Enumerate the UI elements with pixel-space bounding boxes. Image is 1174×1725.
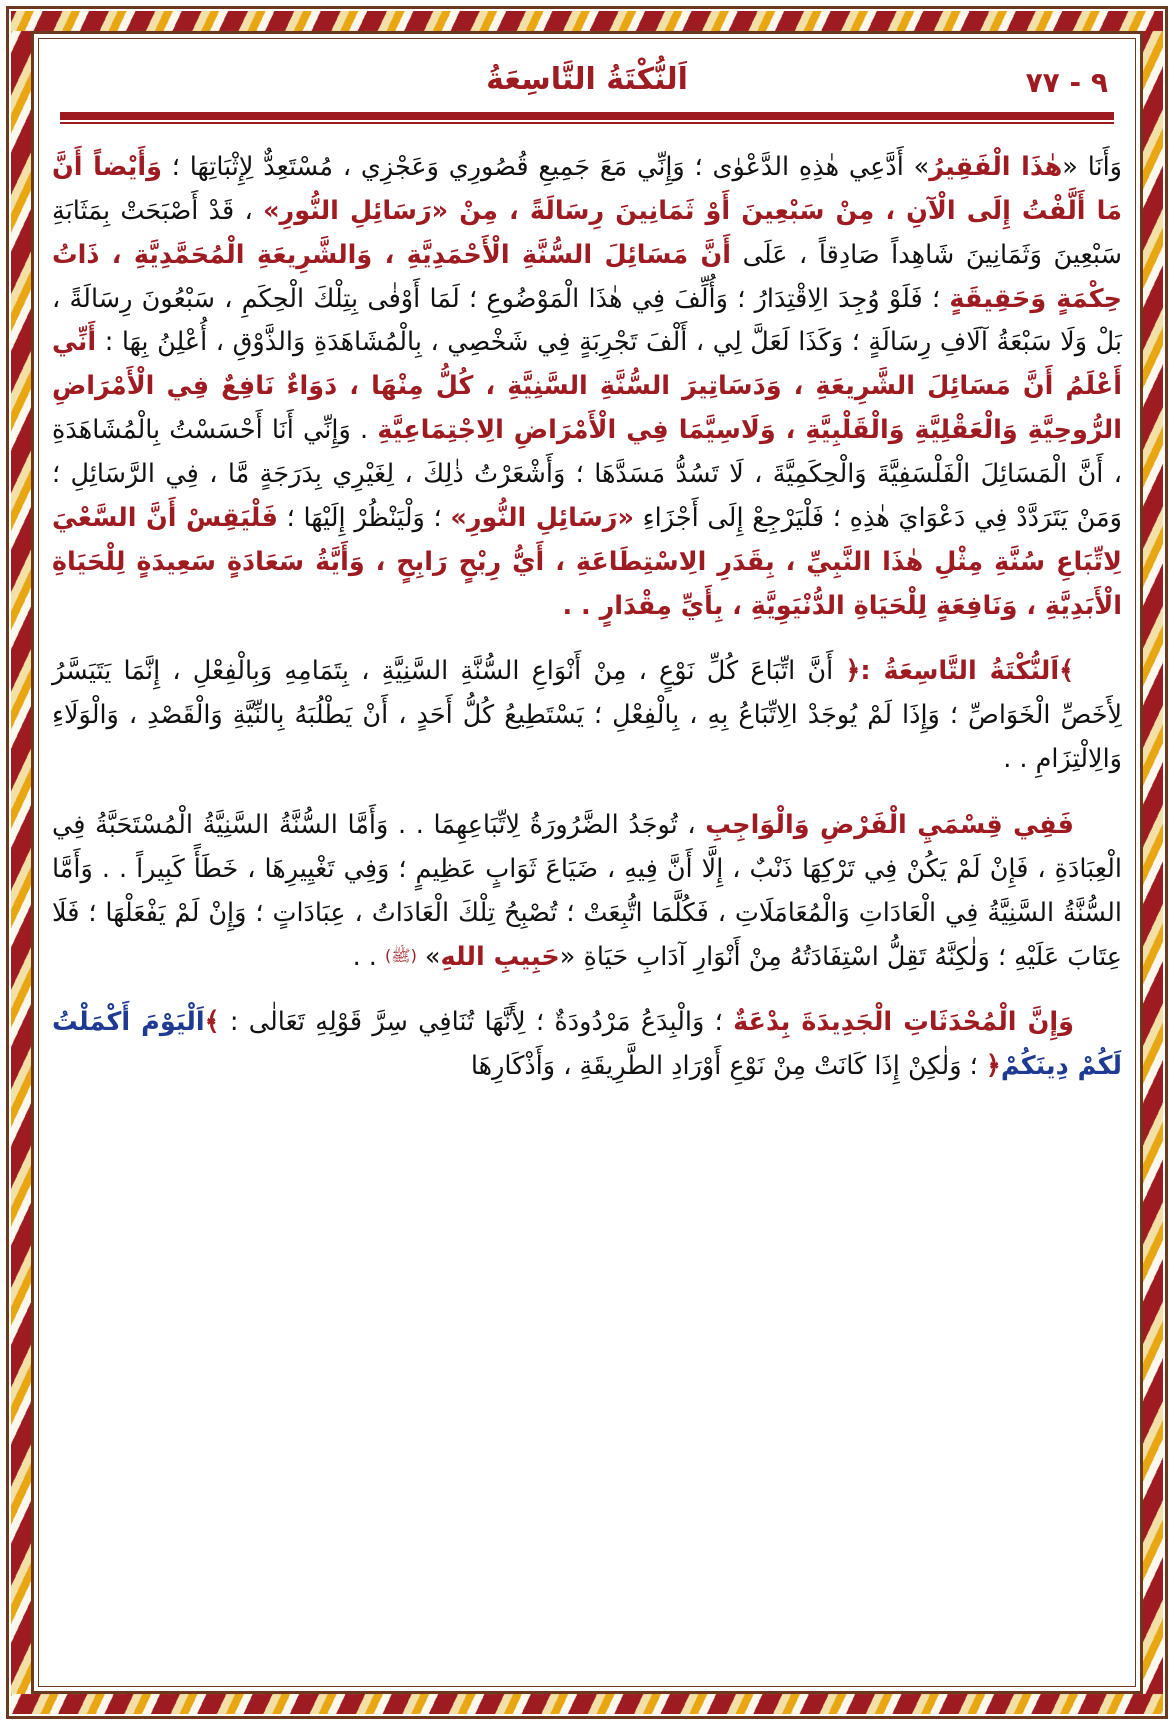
page-number: ٩ - ٧٧ [1025, 66, 1108, 99]
para-4-run-5: ؛ وَلٰكِنْ إِذَا كَانَتْ مِنْ نَوْعِ أَوْرَادِ الطَّرِيقَةِ ، وَأَذْكَارِهَا [470, 1051, 986, 1082]
para-1-run-10: ؛ وَلْيَنْظُرْ إِلَيْهَا ؛ [277, 502, 451, 533]
para-1-run-1: هٰذَا الْفَقِيرُ [929, 152, 1063, 182]
header-divider-rule [60, 112, 1114, 121]
para-4-run-1: ؛ وَالْبِدَعُ مَرْدُودَةٌ ؛ لِأَنَّهَا تُنَافِي سِرَّ قَوْلِهِ تَعَالٰى : [219, 1007, 734, 1038]
para-1 [52, 146, 1122, 628]
para-1-run-3: وَأَيْضاً أَنَّ مَا أَلَّفْتُ إِلَى الْآنِ ، مِنْ سَبْعِينَ أَوْ ثَمَانِينَ رِسَالَةً ، مِنْ «رَسَائِلِ النُّورِ» [52, 152, 1122, 226]
page-header [52, 56, 1122, 118]
para-1-run-7: أَنِّي أَعْلَمُ أَنَّ مَسَائِلَ الشَّرِيعَةِ ، وَدَسَاتِيرَ السُّنَّةِ السَّنِيَّةِ ، كُلُّ مِنْهَا ، دَوَاءٌ نَافِعٌ فِي الْأَمْرَاضِ الرُّوحِيَّةِ وَالْعَقْلِيَّةِ وَالْقَلْبِيَّةِ ، وَلَاسِيَّمَا فِي الْأَمْرَاضِ الِاجْتِمَاعِيَّةِ [52, 327, 1122, 446]
para-2-run-0: ﴾اَلنُّكْتَةُ التَّاسِعَةُ :﴿ [845, 656, 1075, 687]
para-4-run-0: وَإِنَّ الْمُحْدَثَاتِ الْجَدِيدَةَ بِدْعَةٌ [733, 1007, 1074, 1038]
para-3-run-0: فَفِي قِسْمَيِ الْفَرْضِ وَالْوَاجِبِ [705, 810, 1075, 841]
para-2-run-1: أَنَّ اتِّبَاعَ كُلِّ نَوْعٍ ، مِنْ أَنْوَاعِ السُّنَّةِ السَّنِيَّةِ ، بِتَمَامِهِ وَبِالْفِعْلِ ، إِنَّمَا يَتَيَسَّرُ لِأَخَصِّ الْخَوَاصِّ ؛ وَإِذَا لَمْ يُوجَدْ الِاتِّبَاعُ بِهِ ، بِالْفِعْلِ ؛ يَسْتَطِيعُ كُلُّ أَحَدٍ ، أَنْ يَطْلُبَهُ بِالنِّيَّةِ وَالْقَصْدِ ، وَالْوَلَاءِ وَالِالْتِزَامِ . . [52, 656, 1122, 775]
para-4-run-2: ﴾ [204, 1007, 220, 1038]
para-2 [52, 650, 1122, 782]
para-3-run-5: . . [352, 941, 385, 972]
para-1-run-11: فَلْيَقِسْ أَنَّ السَّعْيَ لِاتِّبَاعِ سُنَّةِ مِثْلِ هٰذَا النَّبِيِّ ، بِقَدَرِ الِاسْتِطَاعَةِ ، أَيُّ رِبْحٍ رَابِحٍ ، وَأَيَّةُ سَعَادَةٍ سَعِيدَةٍ لِلْحَيَاةِ الْأَبَدِيَّةِ ، وَنَافِعَةٍ لِلْحَيَاةِ الدُّنْيَوِيَّةِ ، بِأَيِّ مِقْدَارٍ . . [52, 502, 1122, 621]
page-content [52, 56, 1122, 1656]
para-4 [52, 1001, 1122, 1089]
para-1-run-2: » أَدَّعِي هٰذِهِ الدَّعْوٰى ؛ وَإِنِّي مَعَ جَمِيعِ قُصُورِي وَعَجْزِي ، مُسْتَعِدٌّ لِإِثْبَاتِهَا ؛ [161, 152, 930, 182]
para-1-run-9: «رَسَائِلِ النُّورِ» [450, 502, 634, 533]
body-text [52, 146, 1122, 1089]
para-3-run-4: (ﷺ) [385, 945, 417, 965]
para-3-run-1: ، تُوجَدُ الضَّرُورَةُ لِاتِّبَاعِهِمَا . . وَأَمَّا السُّنَّةُ السَّنِيَّةُ الْمُسْتَحَبَّةُ فِي الْعِبَادَةِ ، فَإِنْ لَمْ يَكُنْ فِي تَرْكِهَا ذَنْبٌ ، إِلَّا أَنَّ فِيهِ ، ضَيَاعَ ثَوَابٍ عَظِيمٍ ؛ وَفِي تَغْيِيرِهَا ، خَطَأً كَبِيراً . . وَأَمَّا السُّنَّةُ السَّنِيَّةُ فِي الْعَادَاتِ وَالْمُعَامَلَاتِ ، فَكُلَّمَا اتُّبِعَتْ ؛ تُصْبِحُ تِلْكَ الْعَادَاتُ ، عِبَادَاتٍ ؛ وَإِنْ لَمْ يَفْعَلْهَا ؛ فَلَا عِتَابَ عَلَيْهِ ؛ وَلٰكِنَّهُ تَقِلُّ اسْتِفَادَتُهُ مِنْ أَنْوَارِ آدَابِ حَيَاةِ « [52, 810, 1122, 972]
para-3-run-2: حَبِيبِ اللهِ [440, 941, 560, 972]
para-1-run-5: أَنَّ مَسَائِلَ السُّنَّةِ الْأَحْمَدِيَّةِ ، وَالشَّرِيعَةِ الْمُحَمَّدِيَّةِ ، ذَاتُ حِكْمَةٍ وَحَقِيقَةٍ [52, 239, 1122, 314]
para-1-run-4: ، قَدْ أَصْبَحَتْ بِمَثَابَةِ سَبْعِينَ وَثَمَانِينَ شَاهِداً صَادِقاً ، عَلَى [52, 195, 1122, 270]
para-1-run-6: ؛ فَلَوْ وُجِدَ الِاقْتِدَارُ ؛ وَأُلِّفَ فِي هٰذَا الْمَوْضُوعِ ؛ لَمَا أَوْفٰى بِتِلْكَ الْحِكَمِ ، سَبْعُونَ رِسَالَةً ، بَلْ وَلَا سَبْعَةُ آلَافِ رِسَالَةٍ ؛ وَكَذَا لَعَلَّ لِي ، أَلْفَ تَجْرِبَةٍ فِي شَخْصِي ، بِالْمُشَاهَدَةِ وَالذَّوْقِ ، أُعْلِنُ بِهَا : [52, 283, 1122, 358]
para-1-run-0: وَأَنَا « [1062, 152, 1122, 182]
page-title: اَلنُّكْتَةُ التَّاسِعَةُ [486, 62, 688, 97]
para-3 [52, 804, 1122, 979]
para-4-run-3: اَلْيَوْمَ أَكْمَلْتُ لَكُمْ دِينَكُمْ [52, 1007, 1122, 1082]
para-1-run-8: . وَإِنِّي أَنَا أَحْسَسْتُ بِالْمُشَاهَدَةِ ، أَنَّ الْمَسَائِلَ الْفَلْسَفِيَّةَ وَالْحِكَمِيَّةَ ، لَا تَسُدُّ مَسَدَّهَا ؛ وَأَشْعَرْتُ ذٰلِكَ ، لِغَيْرِي بِدَرَجَةٍ مَّا ، فِي الرَّسَائِلِ ؛ وَمَنْ يَتَرَدَّدْ فِي دَعْوَايَ هٰذِهِ ؛ فَلْيَرْجِعْ إِلَى أَجْزَاءِ [52, 415, 1122, 533]
para-3-run-3: » [416, 941, 441, 972]
para-4-run-4: ﴿ [985, 1051, 1001, 1082]
